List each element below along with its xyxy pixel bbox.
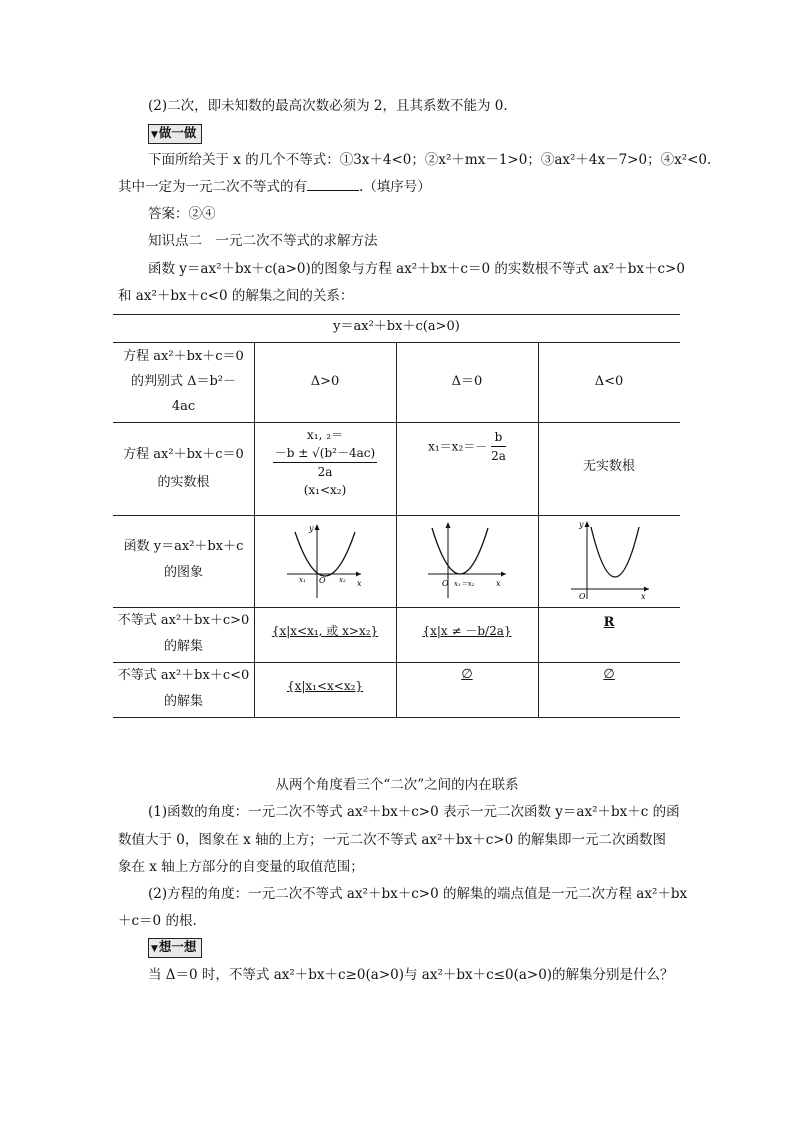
section-p2-line2: ＋c＝0 的根. [118,913,197,929]
practice-answer: 答案：②④ [148,206,216,222]
gt-solution-two-roots: {x|x<x₁, 或 x>x₂} [271,624,379,638]
graph-double-root [426,520,508,600]
y-axis-arrow-icon [315,524,320,530]
discriminant-negative: Δ<0 [594,374,624,389]
practice-question-line1: 下面所给关于 x 的几个不等式：①3x＋4<0；②x²＋mx－1>0；③ax²＋4x－7>0；④x²<0. [148,152,712,168]
practice-badge: ▼做一做 [148,124,202,144]
section-p1-line3: 象在 x 轴上方部分的自变量的取值范围； [118,859,364,875]
answer-blank [307,178,359,191]
x1x2-label: x₁＝x₂ [454,580,475,588]
x-label: x [357,579,362,588]
lt-solution-two-roots: {x|x₁<x<x₂} [286,679,364,693]
y-label: y [309,524,314,533]
row-graph-label: 函数 y＝ax²＋bx＋c 的图象 [123,539,244,580]
origin-label: O [442,579,449,588]
think-badge: ▼想一想 [148,938,202,958]
x-axis-arrow-icon [356,572,361,577]
section-p1-line1: (1)函数的角度：一元二次不等式 ax²＋bx＋c>0 表示一元二次函数 y＝ax²＋bx＋c 的函 [148,804,680,820]
origin-label: O [579,592,586,601]
parabola-curve [295,532,355,576]
practice-question-line2: 其中一定为一元二次不等式的有 .（填序号） [118,179,431,195]
discriminant-zero: Δ＝0 [451,374,483,389]
y-axis-arrow-icon [585,521,590,527]
y-label: y [579,520,584,529]
triangle-icon: ▼ [151,944,158,954]
x-label: x [496,579,501,588]
lt-solution-no-roots: ∅ [603,667,615,682]
table-header: y＝ax²＋bx＋c(a>0) [333,319,460,334]
parabola-curve [432,528,488,574]
knowledge-desc-line1: 函数 y＝ax²＋bx＋c(a>0)的图象与方程 ax²＋bx＋c＝0 的实数根不等式 ax²＋bx＋c>0 [148,261,685,277]
x-axis-arrow-icon [501,572,506,577]
roots-none: 无实数根 [582,459,635,474]
row-lt-label: 不等式 ax²＋bx＋c<0 的解集 [117,668,250,709]
row-roots-label: 方程 ax²＋bx＋c＝0 的实数根 [123,447,244,490]
discriminant-positive: Δ>0 [310,374,340,389]
relation-table [113,314,680,718]
graph-two-roots [285,520,363,600]
gt-solution-double-root: {x|x ≠ －b/2a} [422,624,512,638]
roots-two-distinct: x₁, ₂＝ －b ± √(b²－4ac) 2a (x₁<x₂) [274,428,376,497]
lt-solution-double-root: ∅ [461,667,473,682]
x2-label: x₂ [339,576,346,584]
y-axis-arrow-icon [446,522,451,528]
graph-no-roots [569,517,651,601]
origin-label: O [319,576,326,585]
roots-equal: x₁＝x₂＝－ $\frac{b}{2a}$ [428,430,506,463]
x-label: x [641,592,646,601]
knowledge-heading: 知识点二 一元二次不等式的求解方法 [148,233,378,249]
gt-solution-no-roots: R [603,615,615,630]
triangle-icon: ▼ [151,130,158,140]
row-gt-label: 不等式 ax²＋bx＋c>0 的解集 [117,613,250,654]
think-question: 当 Δ＝0 时，不等式 ax²＋bx＋c≥0(a>0)与 ax²＋bx＋c≤0(a>0)的解集分别是什么？ [148,967,674,983]
x-axis-arrow-icon [644,587,649,592]
intro-line: (2)二次，即未知数的最高次数必须为 2，且其系数不能为 0. [148,98,508,114]
section-p2-line1: (2)方程的角度：一元二次不等式 ax²＋bx＋c>0 的解集的端点值是一元二次方程 ax²＋bx [148,886,688,902]
knowledge-desc-line2: 和 ax²＋bx＋c<0 的解集之间的关系： [118,288,354,304]
x1-label: x₁ [299,576,306,584]
section-title: 从两个角度看三个“二次”之间的内在联系 [275,777,519,793]
parabola-curve [591,527,639,577]
row-discriminant-label: 方程 ax²＋bx＋c＝0 的判别式 Δ＝b²－ 4ac [123,349,244,414]
section-p1-line2: 数值大于 0，图象在 x 轴的上方；一元二次不等式 ax²＋bx＋c>0 的解集即一元二次函数图 [118,832,666,848]
